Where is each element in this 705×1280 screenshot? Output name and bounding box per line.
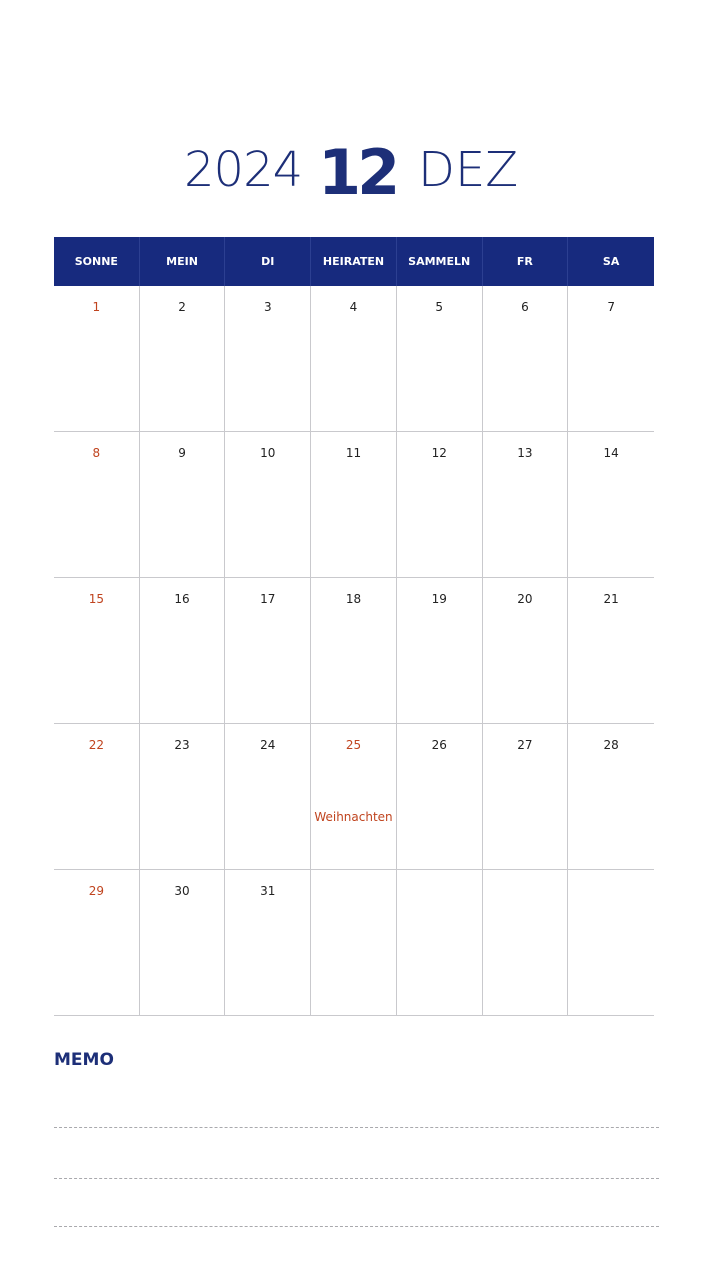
weekday-thursday: SAMMELN [397,237,483,286]
day-number: 17 [260,592,276,606]
day-number: 3 [263,300,272,314]
weekday-header-row [54,237,654,286]
weekday-monday: MEIN [140,237,226,286]
day-cell-27[interactable] [483,724,569,870]
day-cell-31[interactable] [225,870,311,1016]
day-cell-22[interactable] [54,724,140,870]
weekday-tuesday: DI [225,237,311,286]
calendar-days [54,286,654,1016]
day-cell-15[interactable] [54,578,140,724]
day-number: 6 [521,300,529,314]
day-cell-25[interactable] [311,724,397,870]
day-cell-18[interactable] [311,578,397,724]
day-cell-16[interactable] [140,578,226,724]
day-cell-14[interactable] [568,432,654,578]
empty-day-cell [397,870,483,1016]
day-cell-13[interactable] [483,432,569,578]
year-label: 2024 [184,142,303,198]
day-cell-24[interactable] [225,724,311,870]
empty-day-cell [483,870,569,1016]
empty-day-cell [568,870,654,1016]
day-number: 11 [345,446,362,460]
weekday-saturday: SA [602,255,620,268]
day-cell-30[interactable] [140,870,226,1016]
day-number: 9 [178,446,186,460]
day-cell-4[interactable] [311,286,397,432]
day-number: 12 [431,446,447,460]
memo-line [54,1226,659,1227]
day-cell-21[interactable] [568,578,654,724]
day-cell-26[interactable] [397,724,483,870]
day-cell-19[interactable] [397,578,483,724]
day-number: 18 [345,592,362,606]
day-number: 16 [174,592,190,606]
day-number: 23 [174,738,190,752]
month-number: 12 [318,136,397,209]
day-number: 26 [431,738,447,752]
day-cell-8[interactable] [54,432,140,578]
day-cell-10[interactable] [225,432,311,578]
day-number: 7 [607,300,615,314]
memo-line [54,1127,659,1128]
memo-title: MEMO [54,1050,114,1070]
day-cell-3[interactable] [225,286,311,432]
day-number: 19 [431,592,447,606]
day-cell-29[interactable] [54,870,140,1016]
day-number: 27 [517,738,533,752]
day-number: 29 [88,884,104,898]
day-number: 24 [260,738,276,752]
day-number: 8 [92,446,101,460]
day-number: 13 [517,446,533,460]
day-cell-7[interactable] [568,286,654,432]
calendar-grid [54,237,654,1016]
day-number: 14 [603,446,619,460]
day-number: 31 [260,884,276,898]
day-cell-9[interactable] [140,432,226,578]
empty-day-cell [311,870,397,1016]
weekday-friday: FR [483,237,569,286]
day-number: 30 [174,884,190,898]
day-cell-6[interactable] [483,286,569,432]
day-number: 21 [603,592,619,606]
day-cell-20[interactable] [483,578,569,724]
day-cell-17[interactable] [225,578,311,724]
holiday-label: Weihnachten [314,810,393,824]
weekday-sunday: SONNE [54,237,140,286]
day-number: 5 [435,300,444,314]
memo-line [54,1178,659,1179]
calendar-header [0,130,705,220]
day-number: 22 [88,738,104,752]
month-name: DEZ [418,142,519,198]
day-cell-1[interactable] [54,286,140,432]
day-number: 2 [178,300,186,314]
day-cell-28[interactable] [568,724,654,870]
day-cell-5[interactable] [397,286,483,432]
weekday-wednesday: HEIRATEN [311,237,397,286]
day-cell-12[interactable] [397,432,483,578]
day-number: 28 [603,738,619,752]
day-cell-23[interactable] [140,724,226,870]
day-cell-11[interactable] [311,432,397,578]
day-number: 4 [349,300,358,314]
day-cell-2[interactable] [140,286,226,432]
day-number: 1 [92,300,101,314]
day-number: 20 [517,592,533,606]
day-number: 15 [88,592,104,606]
day-number: 25 [345,738,362,752]
memo-section [54,1050,659,1070]
day-number: 10 [260,446,276,460]
